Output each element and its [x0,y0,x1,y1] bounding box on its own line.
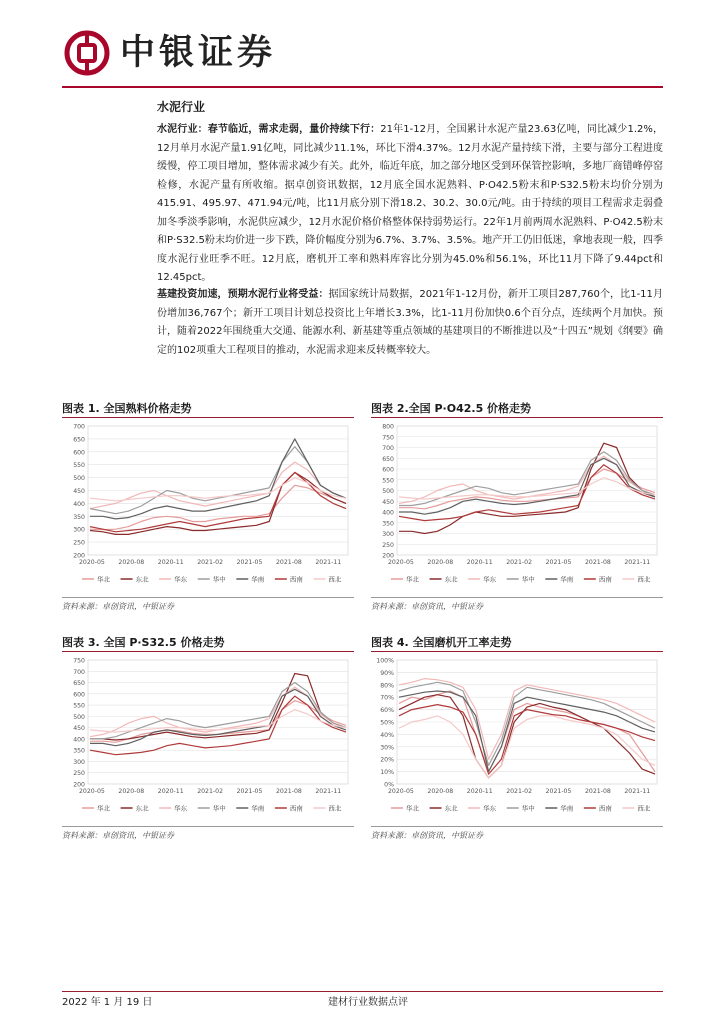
legend-label: 西北 [637,575,651,584]
legend-label: 华南 [251,804,265,813]
series-line-华南 [90,439,346,519]
legend-label: 华南 [251,575,265,584]
legend-label: 华中 [212,804,226,813]
y-tick-label: 40% [380,731,394,739]
x-tick-label: 2021-05 [236,559,263,566]
y-tick-label: 250 [73,539,85,547]
series-line-西南 [399,705,655,775]
legend-label: 华东 [174,804,188,813]
y-tick-label: 30% [380,744,394,752]
figure-source: 资料来源：卓创资讯，中银证券 [371,602,483,611]
x-tick-label: 2021-05 [236,788,263,795]
y-tick-label: 550 [382,477,394,485]
y-tick-label: 500 [73,475,85,483]
y-tick-label: 450 [73,725,85,733]
x-tick-label: 2020-05 [79,788,105,795]
y-tick-label: 650 [382,455,394,463]
x-tick-label: 2020-08 [118,559,145,566]
legend-label: 东北 [444,804,458,813]
x-tick-label: 2021-08 [584,788,611,795]
series-line-华北 [90,485,346,529]
y-tick-label: 20% [380,756,394,764]
y-tick-label: 600 [382,466,394,474]
figure-source: 资料来源：卓创资讯，中银证券 [62,602,174,611]
source-divider [371,826,663,827]
y-tick-label: 350 [73,513,85,521]
x-tick-label: 2020-08 [427,559,454,566]
y-tick-label: 600 [73,449,85,457]
y-tick-label: 500 [73,713,85,721]
x-tick-label: 2021-02 [197,559,224,566]
series-line-西北 [399,478,655,500]
brand-name: 中银证券 [120,32,277,73]
boc-logo-icon [64,30,110,76]
legend-label: 华东 [483,804,497,813]
legend-label: 华中 [521,804,535,813]
x-tick-label: 2020-05 [79,559,105,566]
y-tick-label: 50% [380,719,394,727]
legend-label: 华南 [560,804,574,813]
y-tick-label: 550 [73,462,85,470]
figure-divider [62,417,354,418]
y-tick-label: 350 [382,520,394,528]
legend-label: 华东 [174,575,188,584]
paragraph-lead: 水泥行业：春节临近，需求走弱，量价持续下行： [157,124,381,135]
x-tick-label: 2021-11 [624,788,651,795]
source-divider [62,826,354,827]
legend-label: 华北 [97,804,110,813]
y-tick-label: 70% [380,694,394,702]
legend-label: 西北 [328,804,342,813]
y-tick-label: 350 [73,747,85,755]
x-tick-label: 2021-11 [315,788,342,795]
y-tick-label: 650 [73,436,85,444]
legend-label: 华中 [521,575,535,584]
y-tick-label: 100% [376,657,394,665]
y-tick-label: 800 [382,423,394,431]
y-tick-label: 400 [73,736,85,744]
legend-label: 西北 [328,575,342,584]
figure-title: 图表 2.全国 P·O42.5 价格走势 [371,402,532,415]
footer-report-name: 建材行业数据点评 [328,997,408,1008]
legend-label: 西南 [289,575,303,584]
paragraph-body: 21年1-12月，全国累计水泥产量23.63亿吨，同比减少1.2%，12月单月水泥产量1.91亿吨，同比减少11.1%，环比下滑4.37%。12月水泥产量持续下滑，主要与部分工程进度缓慢，停工项目增加，整体需求减少有关。此外，临近年底，加之部分地区受到环保管控影响，多地厂商错峰停窑检修，水泥产量有所收缩。据卓创资讯数据，12月底全国水泥熟料、P·O42.5粉末和P·S32.5粉末均价分别为415.91、495.97、471.94元/吨，比11月底分别下滑18.2、30.2、30.0元/吨。由于持续的项目工程需求走弱叠加冬季淡季影响，水泥供应减少，12月水泥价格价格整体保持弱势运行。22年1月前两周水泥熟料、P·O42.5粉末和P·S32.5粉末均价进一步下跌，降价幅度分别为6.7%、3.7%、3.5%。地产开工仍旧低迷，拿地表现一般，四季度水泥行业旺季不旺。12月底，磨机开工率和熟料库容比分别为45.0%和56.1%，环比11月下降了9.44pct和12.45pct。 [157,124,664,283]
y-tick-label: 500 [382,488,394,495]
legend-label: 华中 [212,575,226,584]
x-tick-label: 2020-08 [427,788,454,795]
y-tick-label: 10% [380,769,394,777]
figure-title: 图表 1. 全国熟料价格走势 [62,402,192,415]
source-divider [62,597,354,598]
y-tick-label: 200 [73,781,85,789]
po425-price-chart [371,420,663,595]
y-tick-label: 400 [73,500,85,508]
paragraph-body: 据国家统计局数据，2021年1-12月份，新开工项目287,760个，比1-11月份增加36,767个；新开工项目计划总投资比上年增长3.3%，比1-11月份加快0.6个百分点，连续两个月加快。预计，随着2022年围绕重大交通、能源水利、新基建等重点领域的基建项目的不断推进以及“十四五”规划《纲要》确定的102项重大工程项目的推动，水泥需求迎来反转概率较大。 [157,289,663,356]
legend-label: 华北 [406,804,419,813]
y-tick-label: 250 [73,770,85,778]
x-tick-label: 2021-02 [506,559,533,566]
y-tick-label: 60% [380,707,394,715]
x-tick-label: 2021-08 [275,559,302,566]
y-tick-label: 0% [384,781,394,789]
series-line-华东 [90,687,346,737]
mill-utilization-chart [371,654,663,824]
y-tick-label: 750 [382,434,394,442]
paragraph-cement-industry [157,121,663,288]
legend-label: 东北 [135,575,149,584]
y-tick-label: 300 [73,526,85,534]
x-tick-label: 2021-05 [545,559,572,566]
legend-label: 华北 [97,575,110,584]
series-line-华北 [90,701,346,743]
y-tick-label: 300 [382,531,394,538]
x-tick-label: 2021-02 [506,788,533,795]
x-tick-label: 2021-08 [275,788,302,795]
x-tick-label: 2020-11 [157,788,184,795]
legend-label: 华北 [406,575,419,584]
paragraph-infrastructure [157,286,663,360]
y-tick-label: 700 [382,445,394,452]
y-tick-label: 650 [73,680,85,688]
section-title: 水泥行业 [157,100,206,114]
legend-label: 西北 [637,804,651,813]
source-divider [371,597,663,598]
y-tick-label: 90% [380,669,394,677]
legend-label: 东北 [135,804,149,813]
x-tick-label: 2020-11 [466,788,493,795]
x-tick-label: 2021-05 [545,788,572,795]
figure-divider [371,651,663,652]
y-tick-label: 450 [382,498,394,506]
series-line-西北 [90,710,346,733]
header-divider [62,86,663,88]
y-tick-label: 700 [73,423,85,431]
y-tick-label: 550 [73,702,85,710]
figure-divider [62,651,354,652]
figure-divider [371,417,663,418]
y-tick-label: 700 [73,668,85,676]
y-tick-label: 450 [73,488,85,495]
x-tick-label: 2020-11 [466,559,493,566]
y-tick-label: 300 [73,758,85,766]
y-tick-label: 200 [382,552,394,560]
x-tick-label: 2020-05 [388,788,414,795]
series-line-西南 [90,472,346,531]
x-tick-label: 2021-11 [315,559,342,566]
legend-label: 西南 [598,804,612,813]
legend-label: 华南 [560,575,574,584]
x-tick-label: 2021-11 [624,559,651,566]
footer-date: 2022 年 1 月 19 日 [62,997,153,1008]
figure-source: 资料来源：卓创资讯，中银证券 [62,831,174,840]
series-line-西北 [90,478,346,501]
x-tick-label: 2020-05 [388,559,414,566]
figure-title: 图表 4. 全国磨机开工率走势 [371,636,512,649]
x-tick-label: 2021-02 [197,788,224,795]
paragraph-lead: 基建投资加速，预期水泥行业将受益： [157,289,329,300]
y-tick-label: 750 [73,657,85,665]
x-tick-label: 2020-11 [157,559,184,566]
footer-divider [62,991,663,992]
legend-label: 华东 [483,575,497,584]
ps325-price-chart [62,654,354,824]
y-tick-label: 250 [382,541,394,549]
series-line-华东 [90,462,346,509]
legend-label: 西南 [289,804,303,813]
legend-label: 东北 [444,575,458,584]
y-tick-label: 200 [73,552,85,560]
series-line-东北 [399,695,655,778]
y-tick-label: 80% [380,682,394,690]
y-tick-label: 600 [73,691,85,699]
x-tick-label: 2020-08 [118,788,145,795]
legend-label: 西南 [598,575,612,584]
x-tick-label: 2021-08 [584,559,611,566]
y-tick-label: 400 [382,509,394,517]
figure-title: 图表 3. 全国 P·S32.5 价格走势 [62,636,225,649]
figure-source: 资料来源：卓创资讯，中银证券 [371,831,483,840]
clinker-price-chart [62,420,354,595]
